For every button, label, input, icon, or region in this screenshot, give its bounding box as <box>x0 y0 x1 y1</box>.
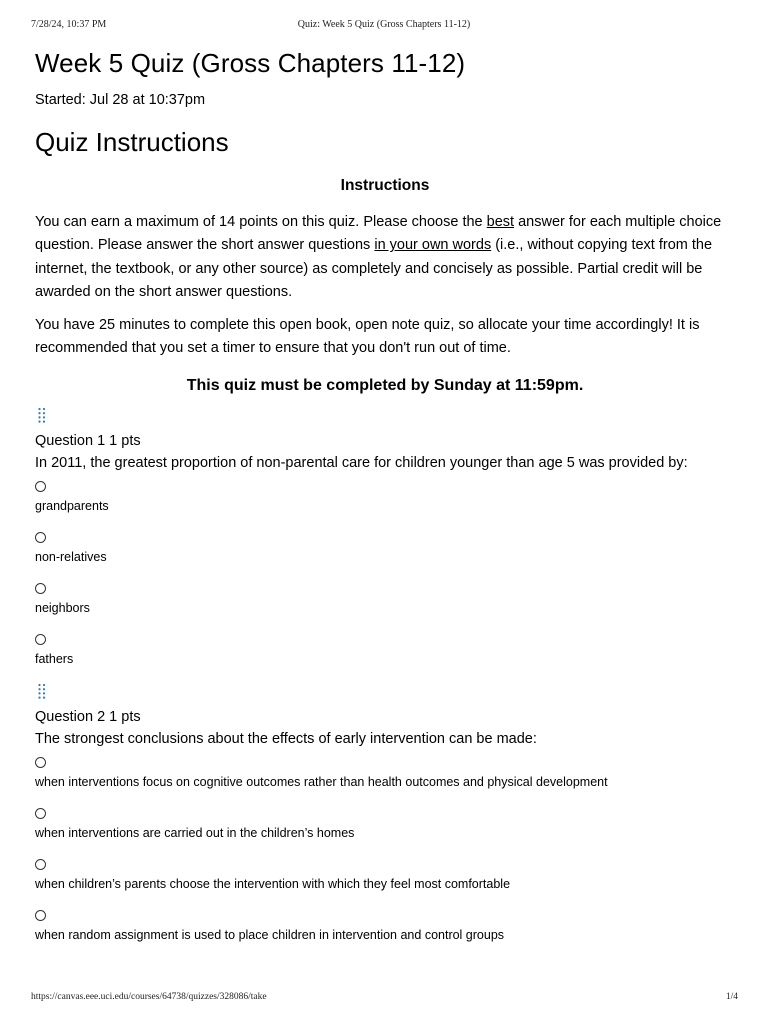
answer-option[interactable] <box>35 757 735 790</box>
answer-option[interactable] <box>35 808 735 841</box>
print-url: https://canvas.eee.uci.edu/courses/64738/quizzes/328086/take <box>31 992 267 1002</box>
drag-handle-icon[interactable] <box>37 407 47 424</box>
quiz-instructions-title: Quiz Instructions <box>35 127 229 157</box>
radio-button[interactable] <box>35 532 46 543</box>
answer-label: when children’s parents choose the intervention with which they feel most comfortable <box>35 876 511 891</box>
question-header: Question 2 1 pts <box>35 708 141 725</box>
answer-label: when interventions focus on cognitive outcomes rather than health outcomes and physical development <box>35 774 608 789</box>
question-1 <box>35 407 735 667</box>
answer-option[interactable] <box>35 532 735 565</box>
instructions-text: You can earn a maximum of 14 points on this quiz. Please choose the <box>35 214 487 230</box>
answer-list <box>35 757 735 943</box>
instructions-heading: Instructions <box>340 177 430 194</box>
radio-button[interactable] <box>35 757 46 768</box>
answer-label: non-relatives <box>35 549 107 564</box>
answer-option[interactable] <box>35 583 735 616</box>
radio-button[interactable] <box>35 808 46 819</box>
question-text: In 2011, the greatest proportion of non-parental care for children younger than age 5 was provided by: <box>35 454 688 471</box>
answer-option[interactable] <box>35 634 735 667</box>
instructions-text: (i.e., without copying text from the internet, the textbook, or any other source) as completely and concisely as possible. Partial credit will be awarded on the short answer questions. <box>35 237 713 300</box>
print-header <box>0 19 768 33</box>
instructions-paragraph-2: You have 25 minutes to complete this open book, open note quiz, so allocate your time accordingly! It is recommended that you set a timer to ensure that you don't run out of time. <box>35 317 700 357</box>
question-2 <box>35 683 735 943</box>
instructions-paragraph-1 <box>35 211 735 304</box>
question-text: The strongest conclusions about the effects of early intervention can be made: <box>35 730 537 747</box>
answer-label: fathers <box>35 651 74 666</box>
radio-button[interactable] <box>35 481 46 492</box>
emphasis-best: best <box>486 214 515 230</box>
print-footer <box>0 992 768 1006</box>
answer-option[interactable] <box>35 481 735 514</box>
answer-option[interactable] <box>35 859 735 892</box>
answer-label: when random assignment is used to place children in intervention and control groups <box>35 927 505 942</box>
emphasis-own-words: in your own words <box>374 237 492 254</box>
radio-button[interactable] <box>35 634 46 645</box>
answer-label: grandparents <box>35 498 109 513</box>
instructions-text: answer for each multiple choice question. Please answer the short answer questions <box>35 214 722 254</box>
radio-button[interactable] <box>35 583 46 594</box>
print-page-number: 1/4 <box>725 992 738 1002</box>
answer-option[interactable] <box>35 910 735 943</box>
print-timestamp: 7/28/24, 10:37 PM <box>31 19 107 30</box>
radio-button[interactable] <box>35 910 46 921</box>
question-header: Question 1 1 pts <box>35 432 141 449</box>
answer-list <box>35 481 735 667</box>
answer-label: neighbors <box>35 600 90 615</box>
quiz-title: Week 5 Quiz (Gross Chapters 11-12) <box>35 48 466 78</box>
drag-handle-icon[interactable] <box>37 683 47 700</box>
radio-button[interactable] <box>35 859 46 870</box>
answer-label: when interventions are carried out in the children’s homes <box>35 825 355 840</box>
quiz-content <box>35 44 735 961</box>
quiz-started-time: Started: Jul 28 at 10:37pm <box>35 92 206 108</box>
quiz-deadline: This quiz must be completed by Sunday at 11:59pm. <box>186 376 584 394</box>
print-page-title: Quiz: Week 5 Quiz (Gross Chapters 11-12) <box>297 19 471 30</box>
